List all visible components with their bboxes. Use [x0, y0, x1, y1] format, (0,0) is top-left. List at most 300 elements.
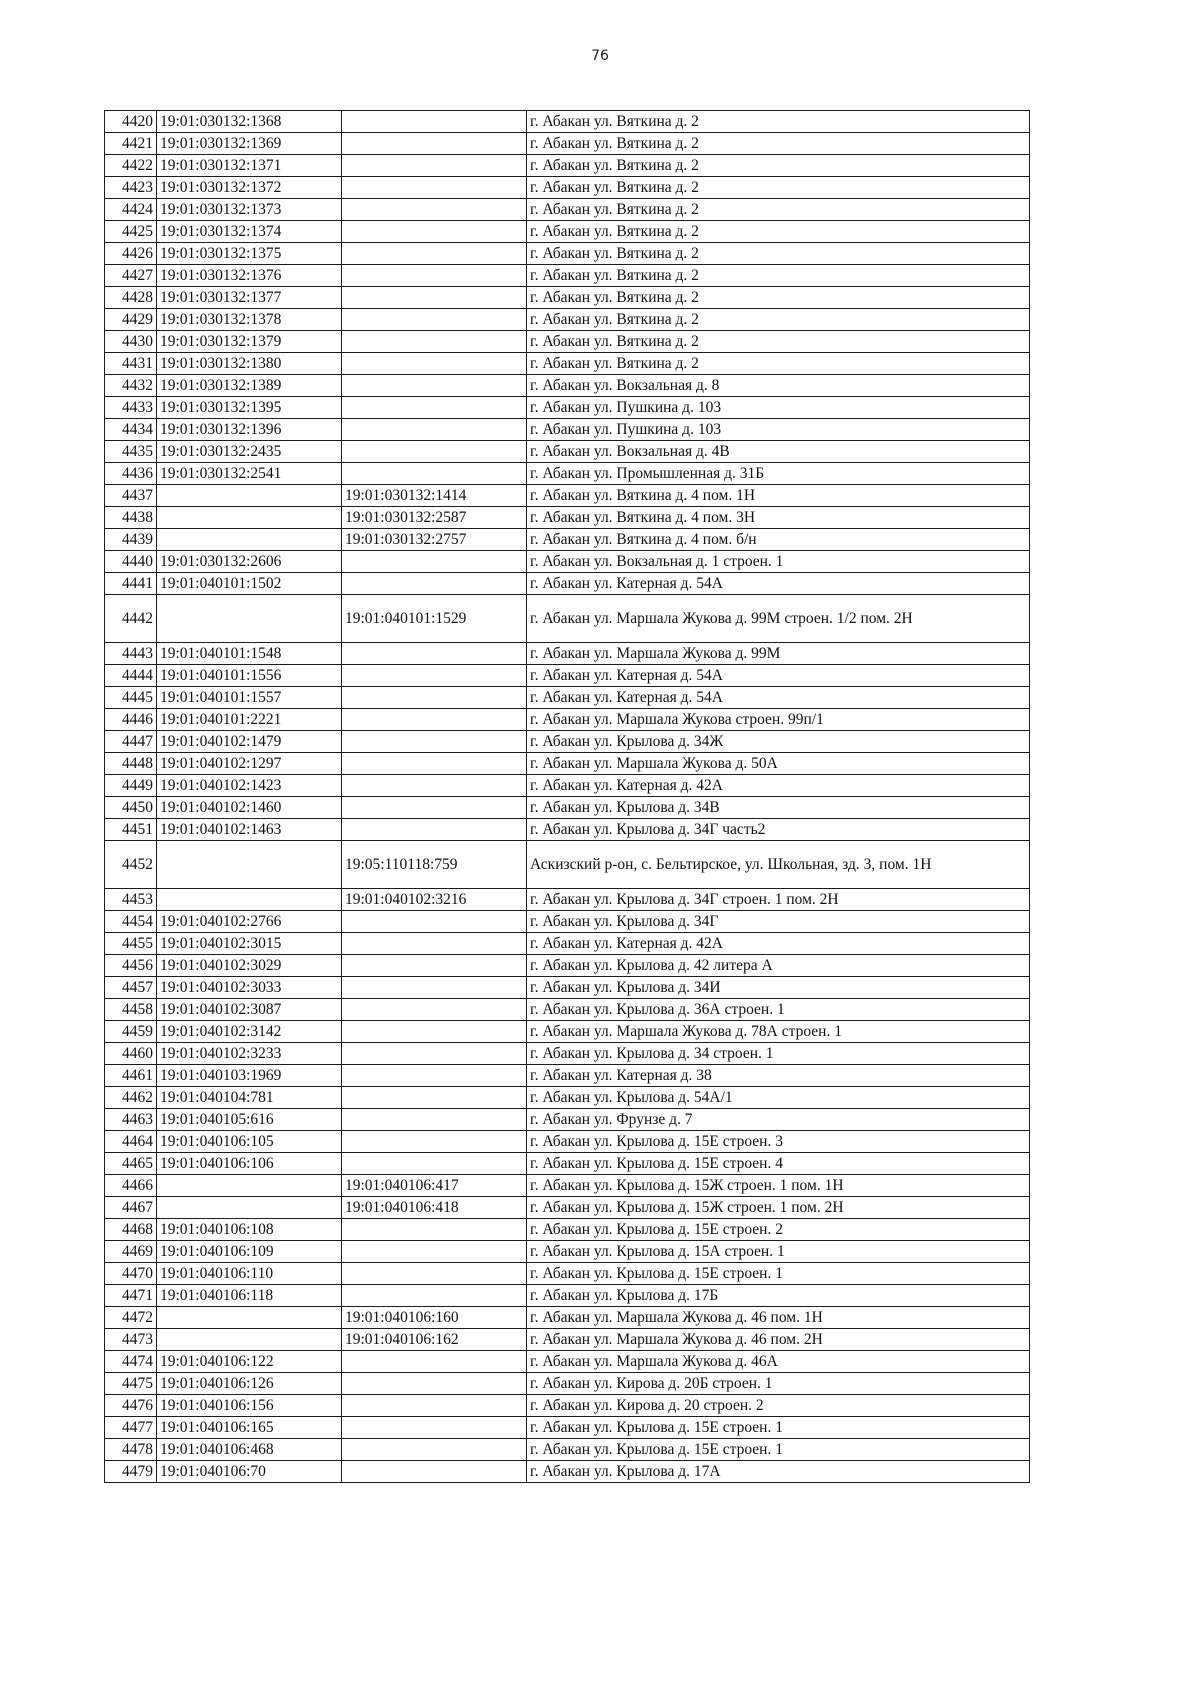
row-number-cell: 4432: [105, 375, 157, 397]
address-cell: г. Абакан ул. Крылова д. 34И: [527, 977, 1030, 999]
land-cadastral-number-cell: 19:01:040102:3033: [157, 977, 342, 999]
land-cadastral-number-cell: 19:01:040106:165: [157, 1417, 342, 1439]
premises-cadastral-number-cell: [342, 155, 527, 177]
row-number-cell: 4462: [105, 1087, 157, 1109]
address-cell: г. Абакан ул. Крылова д. 15Е строен. 4: [527, 1153, 1030, 1175]
premises-cadastral-number-cell: [342, 775, 527, 797]
premises-cadastral-number-cell: [342, 111, 527, 133]
row-number-cell: 4472: [105, 1307, 157, 1329]
row-number-cell: 4431: [105, 353, 157, 375]
table-row: [105, 643, 1030, 665]
row-number-cell: 4437: [105, 485, 157, 507]
table-row: [105, 1241, 1030, 1263]
address-cell: г. Абакан ул. Кирова д. 20 строен. 2: [527, 1395, 1030, 1417]
address-cell: г. Абакан ул. Промышленная д. 31Б: [527, 463, 1030, 485]
address-cell: г. Абакан ул. Вяткина д. 4 пом. 1Н: [527, 485, 1030, 507]
address-cell: г. Абакан ул. Крылова д. 34Г: [527, 911, 1030, 933]
row-number-cell: 4441: [105, 573, 157, 595]
address-cell: г. Абакан ул. Кирова д. 20Б строен. 1: [527, 1373, 1030, 1395]
table-row: [105, 1307, 1030, 1329]
table-row: [105, 977, 1030, 999]
land-cadastral-number-cell: 19:01:030132:1368: [157, 111, 342, 133]
table-row: [105, 911, 1030, 933]
land-cadastral-number-cell: 19:01:030132:1372: [157, 177, 342, 199]
premises-cadastral-number-cell: [342, 133, 527, 155]
address-cell: г. Абакан ул. Пушкина д. 103: [527, 419, 1030, 441]
premises-cadastral-number-cell: 19:01:040106:160: [342, 1307, 527, 1329]
premises-cadastral-number-cell: [342, 551, 527, 573]
table-row: [105, 1373, 1030, 1395]
address-cell: г. Абакан ул. Вокзальная д. 8: [527, 375, 1030, 397]
row-number-cell: 4435: [105, 441, 157, 463]
table-row: [105, 287, 1030, 309]
premises-cadastral-number-cell: [342, 1439, 527, 1461]
land-cadastral-number-cell: 19:01:040101:1556: [157, 665, 342, 687]
address-cell: г. Абакан ул. Маршала Жукова д. 50А: [527, 753, 1030, 775]
address-cell: г. Абакан ул. Вяткина д. 2: [527, 309, 1030, 331]
table-row: [105, 1021, 1030, 1043]
row-number-cell: 4428: [105, 287, 157, 309]
row-number-cell: 4452: [105, 841, 157, 889]
premises-cadastral-number-cell: [342, 1109, 527, 1131]
premises-cadastral-number-cell: [342, 1417, 527, 1439]
table-row: [105, 243, 1030, 265]
premises-cadastral-number-cell: [342, 687, 527, 709]
land-cadastral-number-cell: 19:01:040102:3233: [157, 1043, 342, 1065]
table-row: [105, 529, 1030, 551]
land-cadastral-number-cell: 19:01:030132:1376: [157, 265, 342, 287]
table-row: [105, 111, 1030, 133]
address-cell: Аскизский р-он, с. Бельтирское, ул. Школьная, зд. 3, пом. 1Н: [527, 841, 1030, 889]
land-cadastral-number-cell: 19:01:030132:2435: [157, 441, 342, 463]
premises-cadastral-number-cell: [342, 1021, 527, 1043]
row-number-cell: 4440: [105, 551, 157, 573]
table-row: [105, 177, 1030, 199]
row-number-cell: 4434: [105, 419, 157, 441]
table-row: [105, 485, 1030, 507]
row-number-cell: 4422: [105, 155, 157, 177]
land-cadastral-number-cell: [157, 841, 342, 889]
land-cadastral-number-cell: 19:01:040102:1479: [157, 731, 342, 753]
address-cell: г. Абакан ул. Крылова д. 34 строен. 1: [527, 1043, 1030, 1065]
premises-cadastral-number-cell: 19:01:030132:1414: [342, 485, 527, 507]
premises-cadastral-number-cell: [342, 819, 527, 841]
address-cell: г. Абакан ул. Крылова д. 15Е строен. 1: [527, 1417, 1030, 1439]
land-cadastral-number-cell: 19:01:030132:1371: [157, 155, 342, 177]
row-number-cell: 4479: [105, 1461, 157, 1483]
premises-cadastral-number-cell: 19:01:030132:2757: [342, 529, 527, 551]
address-cell: г. Абакан ул. Вяткина д. 4 пом. б/н: [527, 529, 1030, 551]
row-number-cell: 4474: [105, 1351, 157, 1373]
table-row: [105, 1439, 1030, 1461]
row-number-cell: 4455: [105, 933, 157, 955]
land-cadastral-number-cell: 19:01:040102:3142: [157, 1021, 342, 1043]
land-cadastral-number-cell: 19:01:040106:118: [157, 1285, 342, 1307]
address-cell: г. Абакан ул. Крылова д. 15Е строен. 3: [527, 1131, 1030, 1153]
address-cell: г. Абакан ул. Катерная д. 42А: [527, 933, 1030, 955]
table-row: [105, 221, 1030, 243]
row-number-cell: 4438: [105, 507, 157, 529]
row-number-cell: 4471: [105, 1285, 157, 1307]
land-cadastral-number-cell: [157, 507, 342, 529]
premises-cadastral-number-cell: 19:01:030132:2587: [342, 507, 527, 529]
row-number-cell: 4427: [105, 265, 157, 287]
premises-cadastral-number-cell: [342, 463, 527, 485]
table-row: [105, 775, 1030, 797]
table-row: [105, 595, 1030, 643]
row-number-cell: 4423: [105, 177, 157, 199]
premises-cadastral-number-cell: [342, 177, 527, 199]
premises-cadastral-number-cell: [342, 309, 527, 331]
land-cadastral-number-cell: 19:01:040106:109: [157, 1241, 342, 1263]
row-number-cell: 4450: [105, 797, 157, 819]
row-number-cell: 4420: [105, 111, 157, 133]
row-number-cell: 4453: [105, 889, 157, 911]
land-cadastral-number-cell: 19:01:030132:1373: [157, 199, 342, 221]
row-number-cell: 4456: [105, 955, 157, 977]
premises-cadastral-number-cell: [342, 353, 527, 375]
address-cell: г. Абакан ул. Пушкина д. 103: [527, 397, 1030, 419]
table-row: [105, 1153, 1030, 1175]
premises-cadastral-number-cell: [342, 221, 527, 243]
premises-cadastral-number-cell: [342, 1241, 527, 1263]
table-row: [105, 889, 1030, 911]
row-number-cell: 4454: [105, 911, 157, 933]
address-cell: г. Абакан ул. Крылова д. 15Ж строен. 1 пом. 1Н: [527, 1175, 1030, 1197]
address-cell: г. Абакан ул. Катерная д. 38: [527, 1065, 1030, 1087]
land-cadastral-number-cell: 19:01:040102:3015: [157, 933, 342, 955]
address-cell: г. Абакан ул. Вокзальная д. 1 строен. 1: [527, 551, 1030, 573]
row-number-cell: 4421: [105, 133, 157, 155]
land-cadastral-number-cell: 19:01:040106:126: [157, 1373, 342, 1395]
table-row: [105, 797, 1030, 819]
land-cadastral-number-cell: [157, 595, 342, 643]
premises-cadastral-number-cell: [342, 933, 527, 955]
address-cell: г. Абакан ул. Вяткина д. 2: [527, 221, 1030, 243]
premises-cadastral-number-cell: [342, 1351, 527, 1373]
premises-cadastral-number-cell: [342, 977, 527, 999]
land-cadastral-number-cell: 19:01:040106:70: [157, 1461, 342, 1483]
land-cadastral-number-cell: 19:01:040102:2766: [157, 911, 342, 933]
table-row: [105, 199, 1030, 221]
row-number-cell: 4463: [105, 1109, 157, 1131]
premises-cadastral-number-cell: [342, 753, 527, 775]
land-cadastral-number-cell: 19:01:040105:616: [157, 1109, 342, 1131]
land-cadastral-number-cell: [157, 1307, 342, 1329]
premises-cadastral-number-cell: [342, 643, 527, 665]
premises-cadastral-number-cell: [342, 797, 527, 819]
table-row: [105, 1417, 1030, 1439]
row-number-cell: 4426: [105, 243, 157, 265]
row-number-cell: 4467: [105, 1197, 157, 1219]
address-cell: г. Абакан ул. Крылова д. 15Е строен. 2: [527, 1219, 1030, 1241]
table-row: [105, 353, 1030, 375]
land-cadastral-number-cell: 19:01:030132:1396: [157, 419, 342, 441]
premises-cadastral-number-cell: [342, 1131, 527, 1153]
address-cell: г. Абакан ул. Маршала Жукова д. 99М: [527, 643, 1030, 665]
land-cadastral-number-cell: 19:01:040101:1548: [157, 643, 342, 665]
table-row: [105, 955, 1030, 977]
table-row: [105, 397, 1030, 419]
land-cadastral-number-cell: 19:01:040101:2221: [157, 709, 342, 731]
premises-cadastral-number-cell: [342, 375, 527, 397]
table-row: [105, 573, 1030, 595]
land-cadastral-number-cell: 19:01:030132:1380: [157, 353, 342, 375]
table-row: [105, 665, 1030, 687]
row-number-cell: 4439: [105, 529, 157, 551]
land-cadastral-number-cell: [157, 1197, 342, 1219]
address-cell: г. Абакан ул. Маршала Жукова д. 46А: [527, 1351, 1030, 1373]
row-number-cell: 4442: [105, 595, 157, 643]
land-cadastral-number-cell: 19:01:030132:1369: [157, 133, 342, 155]
table-row: [105, 507, 1030, 529]
land-cadastral-number-cell: 19:01:040102:3029: [157, 955, 342, 977]
table-row: [105, 753, 1030, 775]
table-row: [105, 463, 1030, 485]
address-cell: г. Абакан ул. Крылова д. 54А/1: [527, 1087, 1030, 1109]
table-row: [105, 1263, 1030, 1285]
premises-cadastral-number-cell: [342, 1285, 527, 1307]
land-cadastral-number-cell: 19:01:040106:110: [157, 1263, 342, 1285]
premises-cadastral-number-cell: 19:01:040101:1529: [342, 595, 527, 643]
land-cadastral-number-cell: 19:01:030132:1374: [157, 221, 342, 243]
premises-cadastral-number-cell: [342, 1043, 527, 1065]
table-row: [105, 441, 1030, 463]
table-row: [105, 1351, 1030, 1373]
table-row: [105, 1329, 1030, 1351]
land-cadastral-number-cell: 19:01:040101:1502: [157, 573, 342, 595]
address-cell: г. Абакан ул. Маршала Жукова д. 46 пом. 2Н: [527, 1329, 1030, 1351]
row-number-cell: 4436: [105, 463, 157, 485]
row-number-cell: 4447: [105, 731, 157, 753]
premises-cadastral-number-cell: [342, 911, 527, 933]
table-row: [105, 133, 1030, 155]
address-cell: г. Абакан ул. Крылова д. 15А строен. 1: [527, 1241, 1030, 1263]
row-number-cell: 4448: [105, 753, 157, 775]
registry-table: [104, 110, 1030, 1483]
row-number-cell: 4445: [105, 687, 157, 709]
premises-cadastral-number-cell: [342, 1461, 527, 1483]
land-cadastral-number-cell: [157, 889, 342, 911]
address-cell: г. Абакан ул. Крылова д. 34Ж: [527, 731, 1030, 753]
address-cell: г. Абакан ул. Вяткина д. 2: [527, 243, 1030, 265]
row-number-cell: 4458: [105, 999, 157, 1021]
premises-cadastral-number-cell: [342, 287, 527, 309]
row-number-cell: 4468: [105, 1219, 157, 1241]
premises-cadastral-number-cell: [342, 665, 527, 687]
address-cell: г. Абакан ул. Вяткина д. 2: [527, 177, 1030, 199]
row-number-cell: 4425: [105, 221, 157, 243]
land-cadastral-number-cell: [157, 1329, 342, 1351]
land-cadastral-number-cell: 19:01:040106:122: [157, 1351, 342, 1373]
row-number-cell: 4459: [105, 1021, 157, 1043]
address-cell: г. Абакан ул. Крылова д. 15Е строен. 1: [527, 1439, 1030, 1461]
table-row: [105, 375, 1030, 397]
premises-cadastral-number-cell: 19:01:040106:162: [342, 1329, 527, 1351]
address-cell: г. Абакан ул. Маршала Жукова д. 99М строен. 1/2 пом. 2Н: [527, 595, 1030, 643]
premises-cadastral-number-cell: [342, 243, 527, 265]
premises-cadastral-number-cell: [342, 265, 527, 287]
table-row: [105, 1219, 1030, 1241]
row-number-cell: 4444: [105, 665, 157, 687]
row-number-cell: 4424: [105, 199, 157, 221]
table-row: [105, 265, 1030, 287]
row-number-cell: 4478: [105, 1439, 157, 1461]
land-cadastral-number-cell: 19:01:040106:108: [157, 1219, 342, 1241]
land-cadastral-number-cell: 19:01:040104:781: [157, 1087, 342, 1109]
premises-cadastral-number-cell: [342, 1065, 527, 1087]
address-cell: г. Абакан ул. Фрунзе д. 7: [527, 1109, 1030, 1131]
land-cadastral-number-cell: 19:01:040102:1423: [157, 775, 342, 797]
table-row: [105, 551, 1030, 573]
land-cadastral-number-cell: [157, 529, 342, 551]
premises-cadastral-number-cell: [342, 199, 527, 221]
table-row: [105, 687, 1030, 709]
address-cell: г. Абакан ул. Крылова д. 17А: [527, 1461, 1030, 1483]
address-cell: г. Абакан ул. Вокзальная д. 4В: [527, 441, 1030, 463]
row-number-cell: 4429: [105, 309, 157, 331]
row-number-cell: 4443: [105, 643, 157, 665]
registry-table-body: [105, 111, 1030, 1483]
address-cell: г. Абакан ул. Крылова д. 34Г часть2: [527, 819, 1030, 841]
address-cell: г. Абакан ул. Крылова д. 15Ж строен. 1 пом. 2Н: [527, 1197, 1030, 1219]
row-number-cell: 4469: [105, 1241, 157, 1263]
row-number-cell: 4446: [105, 709, 157, 731]
premises-cadastral-number-cell: [342, 331, 527, 353]
row-number-cell: 4476: [105, 1395, 157, 1417]
row-number-cell: 4475: [105, 1373, 157, 1395]
land-cadastral-number-cell: 19:01:040102:1463: [157, 819, 342, 841]
premises-cadastral-number-cell: [342, 955, 527, 977]
land-cadastral-number-cell: 19:01:040106:468: [157, 1439, 342, 1461]
table-row: [105, 1285, 1030, 1307]
address-cell: г. Абакан ул. Маршала Жукова д. 78А строен. 1: [527, 1021, 1030, 1043]
address-cell: г. Абакан ул. Вяткина д. 2: [527, 287, 1030, 309]
land-cadastral-number-cell: 19:01:030132:1375: [157, 243, 342, 265]
premises-cadastral-number-cell: [342, 731, 527, 753]
premises-cadastral-number-cell: [342, 999, 527, 1021]
row-number-cell: 4433: [105, 397, 157, 419]
address-cell: г. Абакан ул. Катерная д. 54А: [527, 665, 1030, 687]
address-cell: г. Абакан ул. Крылова д. 34В: [527, 797, 1030, 819]
premises-cadastral-number-cell: [342, 1395, 527, 1417]
table-row: [105, 933, 1030, 955]
premises-cadastral-number-cell: [342, 1263, 527, 1285]
row-number-cell: 4464: [105, 1131, 157, 1153]
premises-cadastral-number-cell: [342, 573, 527, 595]
row-number-cell: 4466: [105, 1175, 157, 1197]
premises-cadastral-number-cell: [342, 709, 527, 731]
land-cadastral-number-cell: 19:01:030132:1389: [157, 375, 342, 397]
address-cell: г. Абакан ул. Крылова д. 42 литера А: [527, 955, 1030, 977]
table-row: [105, 841, 1030, 889]
table-row: [105, 1109, 1030, 1131]
table-row: [105, 155, 1030, 177]
premises-cadastral-number-cell: [342, 1087, 527, 1109]
address-cell: г. Абакан ул. Вяткина д. 2: [527, 331, 1030, 353]
address-cell: г. Абакан ул. Крылова д. 34Г строен. 1 пом. 2Н: [527, 889, 1030, 911]
land-cadastral-number-cell: 19:01:040102:1460: [157, 797, 342, 819]
land-cadastral-number-cell: 19:01:030132:2541: [157, 463, 342, 485]
premises-cadastral-number-cell: [342, 441, 527, 463]
address-cell: г. Абакан ул. Вяткина д. 2: [527, 111, 1030, 133]
land-cadastral-number-cell: 19:01:030132:1378: [157, 309, 342, 331]
table-row: [105, 1461, 1030, 1483]
row-number-cell: 4461: [105, 1065, 157, 1087]
row-number-cell: 4460: [105, 1043, 157, 1065]
address-cell: г. Абакан ул. Вяткина д. 2: [527, 155, 1030, 177]
table-row: [105, 1175, 1030, 1197]
premises-cadastral-number-cell: [342, 1373, 527, 1395]
premises-cadastral-number-cell: 19:01:040106:417: [342, 1175, 527, 1197]
land-cadastral-number-cell: 19:01:040106:105: [157, 1131, 342, 1153]
land-cadastral-number-cell: 19:01:030132:1395: [157, 397, 342, 419]
row-number-cell: 4477: [105, 1417, 157, 1439]
table-row: [105, 709, 1030, 731]
row-number-cell: 4465: [105, 1153, 157, 1175]
premises-cadastral-number-cell: [342, 1153, 527, 1175]
row-number-cell: 4430: [105, 331, 157, 353]
land-cadastral-number-cell: 19:01:040103:1969: [157, 1065, 342, 1087]
land-cadastral-number-cell: 19:01:030132:2606: [157, 551, 342, 573]
land-cadastral-number-cell: [157, 1175, 342, 1197]
premises-cadastral-number-cell: 19:05:110118:759: [342, 841, 527, 889]
address-cell: г. Абакан ул. Вяткина д. 2: [527, 133, 1030, 155]
land-cadastral-number-cell: 19:01:040101:1557: [157, 687, 342, 709]
table-row: [105, 999, 1030, 1021]
page-number: 76: [591, 48, 609, 64]
table-row: [105, 1087, 1030, 1109]
land-cadastral-number-cell: [157, 485, 342, 507]
land-cadastral-number-cell: 19:01:040106:156: [157, 1395, 342, 1417]
table-row: [105, 419, 1030, 441]
address-cell: г. Абакан ул. Крылова д. 15Е строен. 1: [527, 1263, 1030, 1285]
row-number-cell: 4470: [105, 1263, 157, 1285]
table-row: [105, 1131, 1030, 1153]
address-cell: г. Абакан ул. Катерная д. 54А: [527, 573, 1030, 595]
table-row: [105, 731, 1030, 753]
address-cell: г. Абакан ул. Маршала Жукова строен. 99п/1: [527, 709, 1030, 731]
row-number-cell: 4449: [105, 775, 157, 797]
land-cadastral-number-cell: 19:01:030132:1377: [157, 287, 342, 309]
address-cell: г. Абакан ул. Вяткина д. 2: [527, 265, 1030, 287]
land-cadastral-number-cell: 19:01:040106:106: [157, 1153, 342, 1175]
table-row: [105, 1043, 1030, 1065]
premises-cadastral-number-cell: [342, 397, 527, 419]
address-cell: г. Абакан ул. Катерная д. 54А: [527, 687, 1030, 709]
address-cell: г. Абакан ул. Катерная д. 42А: [527, 775, 1030, 797]
row-number-cell: 4457: [105, 977, 157, 999]
table-row: [105, 1065, 1030, 1087]
land-cadastral-number-cell: 19:01:030132:1379: [157, 331, 342, 353]
premises-cadastral-number-cell: 19:01:040106:418: [342, 1197, 527, 1219]
address-cell: г. Абакан ул. Вяткина д. 2: [527, 353, 1030, 375]
land-cadastral-number-cell: 19:01:040102:3087: [157, 999, 342, 1021]
premises-cadastral-number-cell: [342, 419, 527, 441]
table-row: [105, 309, 1030, 331]
address-cell: г. Абакан ул. Крылова д. 17Б: [527, 1285, 1030, 1307]
row-number-cell: 4451: [105, 819, 157, 841]
table-row: [105, 1395, 1030, 1417]
premises-cadastral-number-cell: 19:01:040102:3216: [342, 889, 527, 911]
land-cadastral-number-cell: 19:01:040102:1297: [157, 753, 342, 775]
address-cell: г. Абакан ул. Маршала Жукова д. 46 пом. 1Н: [527, 1307, 1030, 1329]
address-cell: г. Абакан ул. Крылова д. 36А строен. 1: [527, 999, 1030, 1021]
table-row: [105, 1197, 1030, 1219]
address-cell: г. Абакан ул. Вяткина д. 2: [527, 199, 1030, 221]
row-number-cell: 4473: [105, 1329, 157, 1351]
premises-cadastral-number-cell: [342, 1219, 527, 1241]
